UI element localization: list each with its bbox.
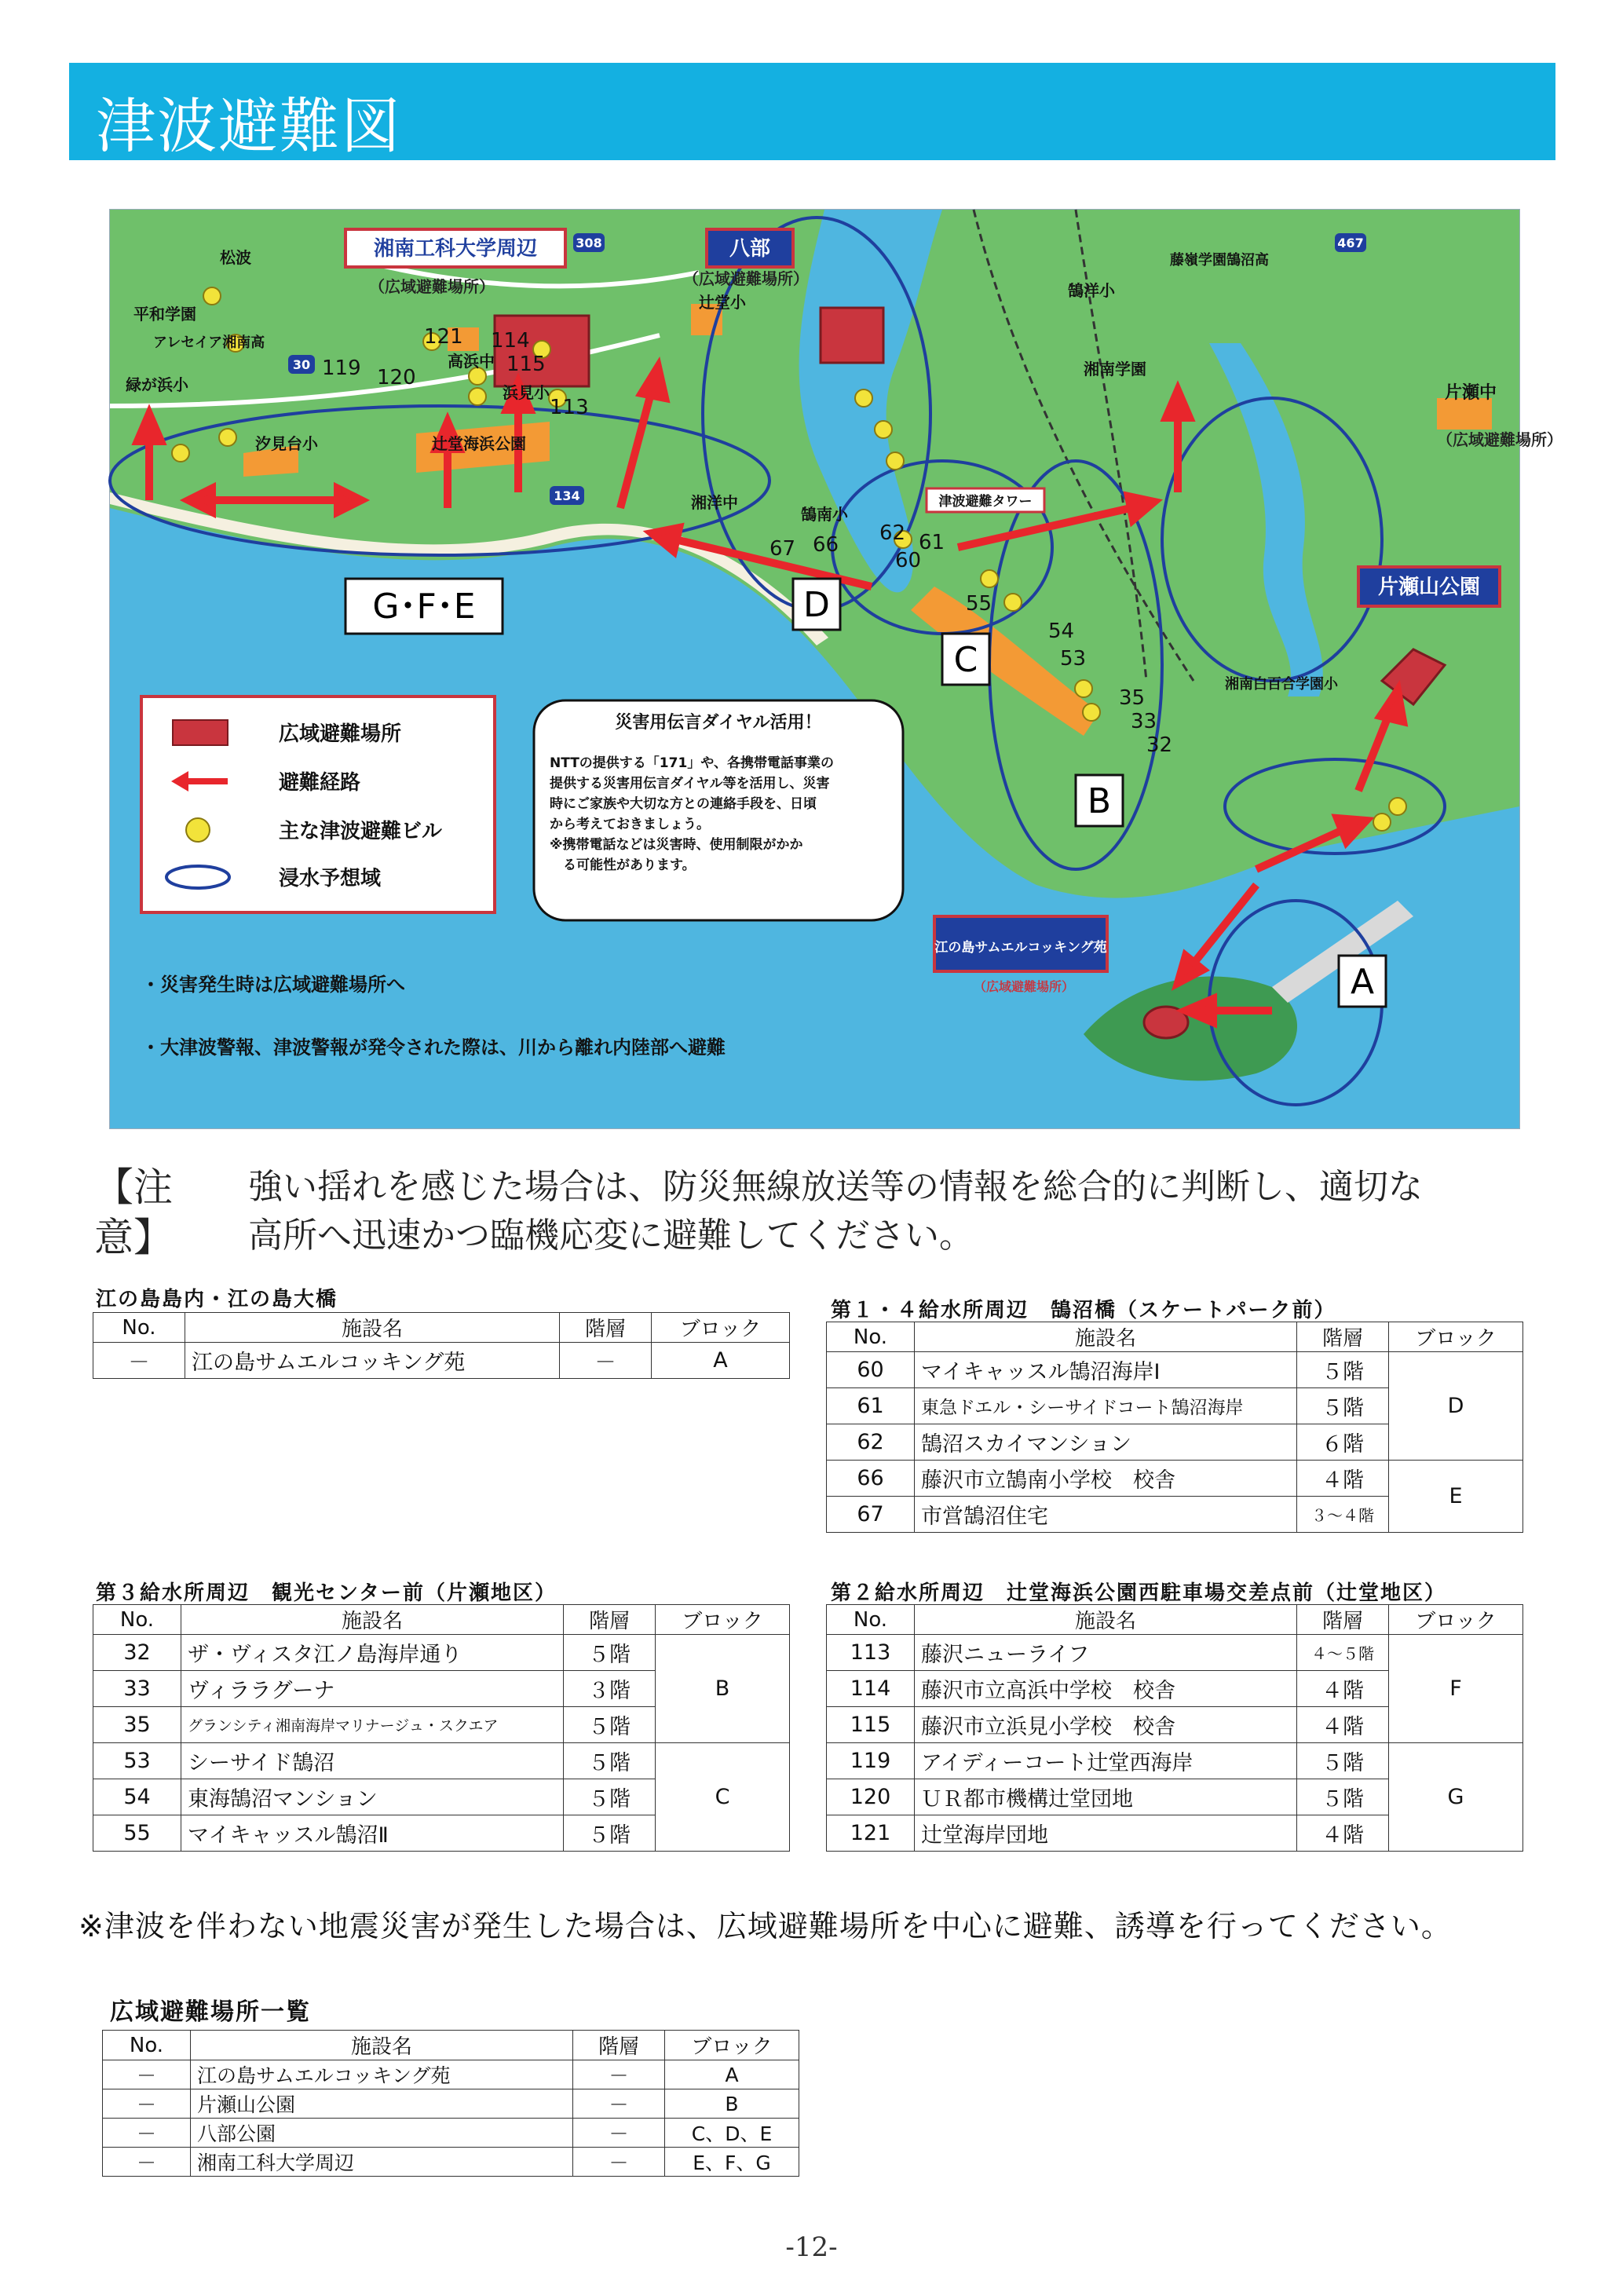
- map-legend: [141, 696, 495, 912]
- route-134-label: 134: [554, 488, 580, 503]
- cell-name: 八部公園: [191, 2119, 573, 2148]
- cell-no: －: [103, 2119, 191, 2148]
- building-number: 67: [769, 537, 796, 561]
- cell-floor: ６階: [1297, 1424, 1389, 1461]
- table-header-row: [93, 1605, 790, 1635]
- col-name: 施設名: [915, 1605, 1297, 1635]
- building-number: 120: [377, 366, 416, 389]
- col-block: ブロック: [665, 2031, 799, 2060]
- route-308-label: 308: [576, 236, 602, 250]
- legend-label: 広域避難場所: [279, 722, 402, 746]
- col-floor: 階層: [573, 2031, 665, 2060]
- kouiki-list-title: 広域避難場所一覧: [110, 1998, 311, 2026]
- caution-line-1: 強い揺れを感じた場合は、防災無線放送等の情報を総合的に判断し、適切な: [248, 1167, 1423, 1207]
- dial-line: る可能性があります。: [550, 857, 696, 873]
- cell-name: 辻堂海岸団地: [915, 1815, 1297, 1852]
- cell-floor: ３～４階: [1297, 1497, 1389, 1533]
- shelter-dot: [219, 429, 236, 446]
- shelter-dot: [1373, 813, 1391, 831]
- col-name: 施設名: [181, 1605, 564, 1635]
- cell-floor: ５階: [1297, 1352, 1389, 1388]
- table-title-kugenuma: 第１・４給水所周辺 鵠沼橋（スケートパーク前）: [831, 1299, 1336, 1322]
- cell-no: －: [93, 1343, 185, 1379]
- cell-block: C: [656, 1743, 790, 1852]
- cell-name: 藤沢市立鵠南小学校 校舎: [915, 1461, 1297, 1497]
- tsunami-tower-label: 津波避難タワー: [938, 494, 1033, 510]
- legend-shelter-swatch: [186, 818, 210, 842]
- building-number: 35: [1119, 686, 1146, 710]
- cell-floor: ４階: [1297, 1815, 1389, 1852]
- table-header-row: [827, 1605, 1523, 1635]
- cell-no: 119: [827, 1743, 915, 1779]
- cell-no: 115: [827, 1707, 915, 1743]
- block-b-label: B: [1087, 781, 1112, 821]
- shelter-dot: [203, 287, 221, 305]
- kouiki-sub-label: （広域避難場所）: [683, 269, 809, 288]
- cell-no: 32: [93, 1635, 181, 1671]
- cell-floor: ４階: [1297, 1461, 1389, 1497]
- cell-no: 53: [93, 1743, 181, 1779]
- cell-no: 113: [827, 1635, 915, 1671]
- katase-chu-label: 片瀬中: [1445, 383, 1497, 403]
- shelter-dot: [1075, 680, 1092, 697]
- cell-name: 市営鵠沼住宅: [915, 1497, 1297, 1533]
- place-label: 高浜中: [448, 352, 495, 371]
- route-467-label: 467: [1337, 236, 1364, 250]
- cell-no: 62: [827, 1424, 915, 1461]
- table-title-enoshima: 江の島島内・江の島大橋: [96, 1288, 338, 1311]
- cell-no: 66: [827, 1461, 915, 1497]
- table-enoshima: [93, 1312, 790, 1379]
- table-row: [93, 1743, 790, 1779]
- building-number: 61: [919, 531, 945, 554]
- dial-line: 時にご家族や大切な方との連絡手段を、日頃: [550, 796, 817, 812]
- place-label: 藤嶺学園鵠沼高: [1170, 252, 1269, 269]
- building-number: 66: [813, 533, 839, 557]
- table-kugenuma: [826, 1322, 1523, 1533]
- cell-floor: －: [573, 2060, 665, 2089]
- dial-171-box: [534, 700, 903, 920]
- building-number: 53: [1060, 647, 1087, 671]
- table-header-row: [93, 1313, 790, 1343]
- table-row: [103, 2119, 799, 2148]
- kouiki-hachibu: [821, 308, 883, 363]
- table-header-row: [827, 1322, 1523, 1352]
- shelter-dot: [875, 421, 892, 438]
- page-title: 津波避難図: [96, 91, 402, 161]
- legend-label: 浸水予想域: [279, 867, 382, 890]
- cell-block: D: [1389, 1352, 1523, 1461]
- cell-name: 藤沢市立高浜中学校 校舎: [915, 1671, 1297, 1707]
- cell-no: －: [103, 2148, 191, 2177]
- cell-name: 東急ドエル・シーサイドコート鵠沼海岸: [915, 1388, 1297, 1424]
- shelter-dot: [886, 452, 904, 470]
- enoshima-samuel-label: 江の島サムエルコッキング苑: [934, 940, 1107, 956]
- place-label: 汐見台小: [255, 434, 318, 453]
- hachibu-label: 八部: [729, 237, 771, 261]
- cell-name: 江の島サムエルコッキング苑: [185, 1343, 560, 1379]
- table-row: [103, 2060, 799, 2089]
- cell-name: マイキャッスル鵠沼海岸Ⅰ: [915, 1352, 1297, 1388]
- table-row: [827, 1352, 1523, 1388]
- cell-floor: －: [573, 2119, 665, 2148]
- cell-block: A: [665, 2060, 799, 2089]
- cell-name: アイディーコート辻堂西海岸: [915, 1743, 1297, 1779]
- place-label: 辻堂海浜公園: [432, 434, 526, 453]
- cell-name: ＵＲ都市機構辻堂団地: [915, 1779, 1297, 1815]
- cell-name: 藤沢市立浜見小学校 校舎: [915, 1707, 1297, 1743]
- col-block: ブロック: [656, 1605, 790, 1635]
- building-number: 121: [424, 325, 463, 349]
- shelter-dot: [1389, 798, 1406, 815]
- cell-name: グランシティ湘南海岸マリナージュ・スクエア: [181, 1707, 564, 1743]
- cell-no: 60: [827, 1352, 915, 1388]
- col-name: 施設名: [185, 1313, 560, 1343]
- shelter-dot: [469, 388, 486, 405]
- cell-floor: ４～５階: [1297, 1635, 1389, 1671]
- map-note: ・災害発生時は広域避難場所へ: [141, 974, 405, 996]
- place-label: 緑が浜小: [126, 375, 188, 394]
- kouiki-sub-label: （広域避難場所）: [369, 277, 495, 296]
- cell-block: B: [656, 1635, 790, 1743]
- cell-no: －: [103, 2060, 191, 2089]
- cell-floor: ５階: [1297, 1779, 1389, 1815]
- katase-chu-area: [1437, 398, 1492, 430]
- block-a-label: A: [1350, 962, 1375, 1002]
- cell-name: ザ・ヴィスタ江ノ島海岸通り: [181, 1635, 564, 1671]
- col-no: No.: [103, 2031, 191, 2060]
- col-block: ブロック: [1389, 1605, 1523, 1635]
- col-floor: 階層: [1297, 1322, 1389, 1352]
- cell-no: 121: [827, 1815, 915, 1852]
- building-number: 62: [879, 521, 906, 545]
- cell-floor: －: [573, 2148, 665, 2177]
- cell-name: 湘南工科大学周辺: [191, 2148, 573, 2177]
- building-number: 55: [966, 592, 992, 616]
- cell-name: 片瀬山公園: [191, 2089, 573, 2119]
- dial-title: 災害用伝言ダイヤル活用！: [615, 713, 822, 733]
- dial-line: から考えておきましょう。: [550, 817, 710, 832]
- cell-no: 55: [93, 1815, 181, 1852]
- cell-name: マイキャッスル鵠沼Ⅱ: [181, 1815, 564, 1852]
- cell-floor: ５階: [564, 1779, 656, 1815]
- legend-label: 避難経路: [279, 771, 361, 795]
- col-no: No.: [93, 1313, 185, 1343]
- kouiki-list-table: [102, 2030, 799, 2177]
- table-row: [103, 2148, 799, 2177]
- legend-label: 主な津波避難ビル: [279, 820, 443, 843]
- cell-no: 61: [827, 1388, 915, 1424]
- cell-name: 藤沢ニューライフ: [915, 1635, 1297, 1671]
- cell-floor: ５階: [1297, 1743, 1389, 1779]
- legend-kouiki-swatch: [173, 720, 228, 745]
- table-row: [93, 1635, 790, 1671]
- non-tsunami-note: ※津波を伴わない地震災害が発生した場合は、広域避難場所を中心に避難、誘導を行ってください。: [79, 1909, 1452, 1943]
- cell-floor: ４階: [1297, 1707, 1389, 1743]
- dial-line: ※携帯電話などは災害時、使用制限がかか: [550, 837, 803, 853]
- block-c-label: C: [953, 640, 978, 680]
- cell-no: 33: [93, 1671, 181, 1707]
- building-number: 114: [491, 329, 530, 353]
- cell-block: B: [665, 2089, 799, 2119]
- dial-line: NTTの提供する「171」や、各携帯電話事業の: [550, 755, 834, 771]
- col-no: No.: [93, 1605, 181, 1635]
- building-number: 54: [1048, 620, 1075, 643]
- shelter-dot: [1004, 594, 1022, 611]
- cell-block: E、F、G: [665, 2148, 799, 2177]
- cell-floor: ４階: [1297, 1671, 1389, 1707]
- page-title-bar: [69, 63, 1555, 160]
- cell-block: G: [1389, 1743, 1523, 1852]
- cell-floor: ５階: [564, 1743, 656, 1779]
- route-30-label: 30: [292, 357, 311, 372]
- place-label: 湘南白百合学園小: [1225, 676, 1338, 693]
- cell-no: －: [103, 2089, 191, 2119]
- map-note: ・大津波警報、津波警報が発令された際は、川から離れ内陸部へ避難: [141, 1036, 726, 1058]
- col-block: ブロック: [652, 1313, 790, 1343]
- cell-floor: ５階: [564, 1815, 656, 1852]
- place-label: 平和学園: [133, 305, 196, 324]
- cell-floor: －: [560, 1343, 652, 1379]
- col-floor: 階層: [1297, 1605, 1389, 1635]
- table-header-row: [103, 2031, 799, 2060]
- table-row: [827, 1635, 1523, 1671]
- caution-head: 【注意】: [94, 1164, 173, 1260]
- shelter-dot: [981, 570, 998, 587]
- table-row: [103, 2089, 799, 2119]
- place-label: 辻堂小: [699, 293, 746, 312]
- table-row: [827, 1743, 1523, 1779]
- map-canvas: [110, 210, 1563, 1128]
- table-title-tsujido: 第２給水所周辺 辻堂海浜公園西駐車場交差点前（辻堂地区）: [831, 1581, 1447, 1605]
- block-d-label: D: [803, 585, 830, 625]
- col-block: ブロック: [1389, 1322, 1523, 1352]
- tsunami-evacuation-map: [109, 209, 1563, 1129]
- table-tsujido: [826, 1604, 1523, 1852]
- kouiki-sub-label: （広域避難場所）: [974, 979, 1075, 994]
- place-label: 鵠南小: [801, 505, 848, 524]
- block-gfe-label: G･F･E: [372, 587, 476, 627]
- caution-line-2: 高所へ迅速かつ臨機応変に避難してください。: [248, 1216, 974, 1256]
- dial-line: 提供する災害用伝言ダイヤル等を活用し、災害: [550, 776, 830, 792]
- building-number: 113: [550, 396, 589, 419]
- cell-name: 東海鵠沼マンション: [181, 1779, 564, 1815]
- cell-block: F: [1389, 1635, 1523, 1743]
- shelter-dot: [1083, 704, 1100, 721]
- col-floor: 階層: [564, 1605, 656, 1635]
- place-label: アレセイア湘南高: [153, 335, 265, 351]
- cell-name: ヴィララグーナ: [181, 1671, 564, 1707]
- kouiki-sub-label: （広域避難場所）: [1437, 430, 1563, 449]
- cell-floor: ５階: [564, 1635, 656, 1671]
- cell-no: 120: [827, 1779, 915, 1815]
- cell-block: A: [652, 1343, 790, 1379]
- cell-no: 67: [827, 1497, 915, 1533]
- shelter-dot: [172, 444, 189, 462]
- cell-floor: ５階: [564, 1707, 656, 1743]
- cell-floor: ５階: [1297, 1388, 1389, 1424]
- shonan-koka-label: 湘南工科大学周辺: [373, 237, 538, 261]
- col-floor: 階層: [560, 1313, 652, 1343]
- shelter-dot: [855, 389, 872, 407]
- katase-kouen-label: 片瀬山公園: [1377, 576, 1481, 599]
- cell-name: 鵠沼スカイマンション: [915, 1424, 1297, 1461]
- cell-no: 35: [93, 1707, 181, 1743]
- cell-floor: ３階: [564, 1671, 656, 1707]
- col-name: 施設名: [191, 2031, 573, 2060]
- cell-block: E: [1389, 1461, 1523, 1533]
- col-no: No.: [827, 1322, 915, 1352]
- col-no: No.: [827, 1605, 915, 1635]
- building-number: 115: [506, 353, 546, 376]
- page-number: -12-: [785, 2232, 838, 2263]
- place-label: 鵠洋小: [1068, 281, 1115, 300]
- cell-name: シーサイド鵠沼: [181, 1743, 564, 1779]
- table-row: [827, 1461, 1523, 1497]
- building-number: 119: [322, 356, 361, 380]
- table-row: [93, 1343, 790, 1379]
- table-title-katase: 第３給水所周辺 観光センター前（片瀬地区）: [96, 1581, 557, 1605]
- building-number: 60: [895, 549, 922, 572]
- cell-floor: －: [573, 2089, 665, 2119]
- place-label: 浜見小: [503, 383, 550, 402]
- cell-block: C、D、E: [665, 2119, 799, 2148]
- cell-no: 114: [827, 1671, 915, 1707]
- table-katase: [93, 1604, 790, 1852]
- place-label: 湘洋中: [691, 493, 738, 512]
- place-label: 松波: [220, 248, 251, 267]
- col-name: 施設名: [915, 1322, 1297, 1352]
- place-label: 湘南学園: [1084, 360, 1146, 378]
- cell-no: 54: [93, 1779, 181, 1815]
- building-number: 33: [1131, 710, 1157, 733]
- cell-name: 江の島サムエルコッキング苑: [191, 2060, 573, 2089]
- building-number: 32: [1146, 733, 1173, 757]
